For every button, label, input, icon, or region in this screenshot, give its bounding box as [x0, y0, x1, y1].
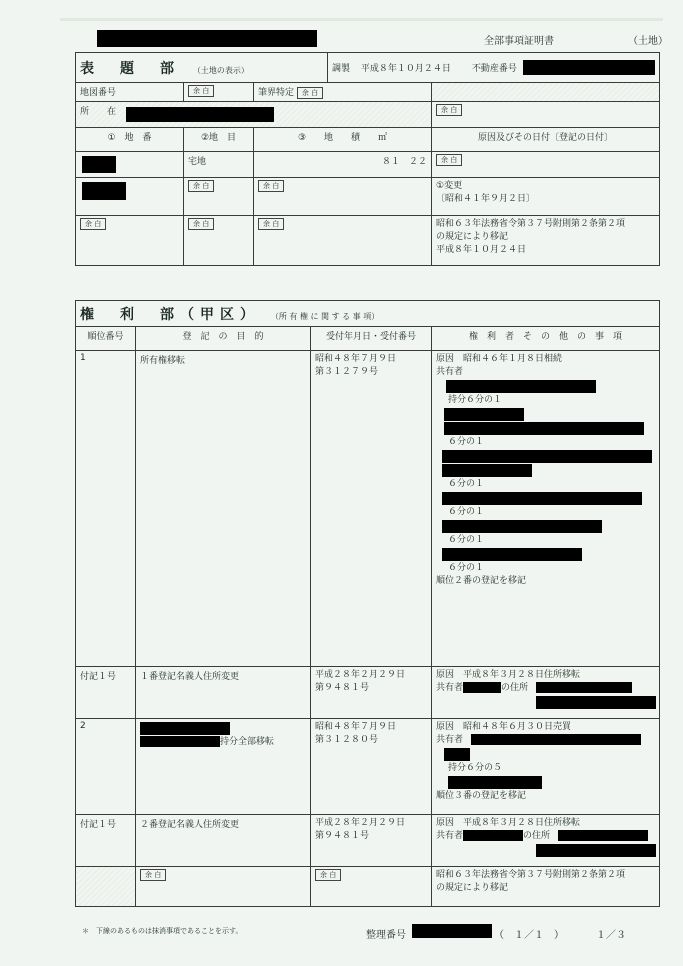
rank-number: 2: [76, 719, 136, 815]
watermark-line: [60, 18, 663, 21]
r3-cause-line: 昭和６３年法務省令第３７号附則第２条第２項: [436, 219, 626, 229]
received-date: 平成２８年２月２９日: [315, 818, 406, 828]
r1-area: ８１: [381, 157, 400, 167]
r1-area-dec: ２２: [409, 157, 428, 167]
redaction: [523, 60, 655, 75]
received-number: 第３１２８０号: [315, 735, 379, 745]
redaction: [463, 830, 523, 841]
redaction: [412, 924, 492, 938]
redaction: [97, 30, 317, 47]
r2-cause: ①変更: [436, 181, 463, 191]
moved-note: 順位２番の登記を移記: [436, 576, 527, 586]
map-label: 地図番号: [76, 83, 184, 102]
col-chiban: ① 地 番: [76, 128, 184, 152]
col-detail: 権 利 者 そ の 他 の 事 項: [432, 327, 660, 351]
stamp-blank: 余 白: [436, 154, 462, 166]
stamp-blank: 余 白: [297, 87, 323, 99]
col-rank: 順位番号: [76, 327, 136, 351]
stamp-blank: 余 白: [140, 869, 166, 881]
purpose: ２番登記名義人住所変更: [136, 815, 311, 867]
share: 持分６分の１: [448, 395, 503, 405]
address-label: の住所: [523, 831, 551, 841]
r2-cause-date: 〔昭和４１年９月２日〕: [436, 194, 536, 204]
r1-chimoku: 宅地: [184, 152, 254, 178]
stamp-blank: 余 白: [188, 218, 214, 230]
co-owner-label: 共有者: [436, 735, 464, 745]
col-purpose: 登 記 の 目 的: [136, 327, 311, 351]
received-number: 第９４８１号: [315, 831, 370, 841]
redaction: [444, 408, 524, 421]
redaction: [536, 682, 632, 693]
purpose: １番登記名義人住所変更: [136, 667, 311, 719]
stamp-blank: 余 白: [436, 104, 462, 116]
redaction: [442, 548, 582, 561]
redaction: [140, 722, 230, 735]
rank-number: 1: [76, 351, 136, 667]
stamp-blank: 余 白: [188, 85, 214, 97]
col-cause: 原因及びその日付〔登記の日付〕: [432, 128, 660, 152]
kyokai-label: 筆界特定: [258, 88, 295, 98]
address-label: の住所: [501, 683, 529, 693]
rank-number: 付記１号: [76, 815, 136, 867]
share: ６分の１: [448, 437, 485, 447]
transfer-note: の規定により移記: [436, 883, 509, 893]
col-chimoku: ②地 目: [184, 128, 254, 152]
location-label: 所 在: [80, 107, 117, 117]
stamp-blank: 余 白: [80, 218, 106, 230]
redaction: [471, 734, 641, 745]
seiri-label: 整理番号: [366, 930, 406, 941]
stamp-blank: 余 白: [188, 180, 214, 192]
page-number: １／３: [596, 930, 626, 941]
share: ６分の１: [448, 563, 485, 573]
cause: 原因 平成８年３月２８日住所移転: [436, 670, 581, 680]
redaction: [446, 380, 596, 393]
redaction: [448, 776, 542, 789]
hyodai-table: [75, 52, 660, 266]
purpose: 所有権移転: [136, 351, 311, 667]
co-owner-label: 共有者: [436, 831, 464, 841]
col-chiseki: ③ 地 積 ㎡: [254, 128, 432, 152]
redaction: [126, 107, 274, 122]
redaction: [82, 182, 126, 200]
r3-cause-line: の規定により移記: [436, 232, 509, 242]
redaction: [442, 450, 652, 463]
redaction: [463, 682, 501, 693]
stamp-blank: 余 白: [258, 218, 284, 230]
redaction: [442, 464, 532, 477]
col-received: 受付年月日・受付番号: [311, 327, 432, 351]
kenri-table: [75, 300, 660, 907]
redaction: [442, 520, 602, 533]
transfer-note: 昭和６３年法務省令第３７号附則第２条第２項: [436, 870, 626, 880]
co-owner-label: 共有者: [436, 367, 464, 377]
hyodai-subtitle: （土地の表示）: [192, 65, 249, 75]
received-date: 平成２８年２月２９日: [315, 670, 406, 680]
received-date: 昭和４８年７月９日: [315, 354, 397, 364]
kenri-subtitle: （所 有 権 に 関 す る 事 項）: [270, 311, 380, 321]
share: ６分の１: [448, 479, 485, 489]
fudosan-label: 不動産番号: [471, 64, 517, 74]
stamp-blank: 余 白: [258, 180, 284, 192]
share: 持分６分の５: [448, 763, 503, 773]
kenri-title: 権 利 部（甲区）: [80, 306, 260, 323]
chousei-label: 調製: [332, 64, 351, 74]
redaction: [444, 422, 644, 435]
received-number: 第９４８１号: [315, 683, 370, 693]
chousei-date: 平成８年１０月２４日: [360, 64, 451, 74]
footnote: ＊ 下線のあるものは抹消事項であることを示す。: [82, 927, 243, 935]
redaction: [536, 844, 656, 857]
redaction: [558, 830, 648, 841]
share: ６分の１: [448, 535, 485, 545]
cause: 原因 昭和４８年６月３０日売買: [436, 722, 572, 732]
moved-note: 順位３番の登記を移記: [436, 791, 527, 801]
redaction: [536, 696, 656, 709]
redaction: [140, 736, 220, 747]
rank-number: 付記１号: [76, 667, 136, 719]
cause: 原因 昭和４６年１月８日相続: [436, 354, 563, 364]
received-number: 第３１２７９号: [315, 367, 379, 377]
redaction: [442, 492, 642, 505]
page-fraction: （ １／１ ）: [494, 930, 564, 941]
purpose: 持分全部移転: [220, 737, 275, 747]
land-label: （土地）: [628, 36, 668, 47]
cert-title: 全部事項証明書: [484, 36, 554, 47]
redaction: [444, 748, 470, 761]
redaction: [82, 156, 116, 173]
stamp-blank: 余 白: [315, 869, 341, 881]
hyodai-title: 表 題 部: [80, 60, 180, 77]
r3-cause-line: 平成８年１０月２４日: [436, 245, 527, 255]
cause: 原因 平成８年３月２８日住所移転: [436, 818, 581, 828]
share: ６分の１: [448, 507, 485, 517]
received-date: 昭和４８年７月９日: [315, 722, 397, 732]
co-owner-label: 共有者: [436, 683, 464, 693]
